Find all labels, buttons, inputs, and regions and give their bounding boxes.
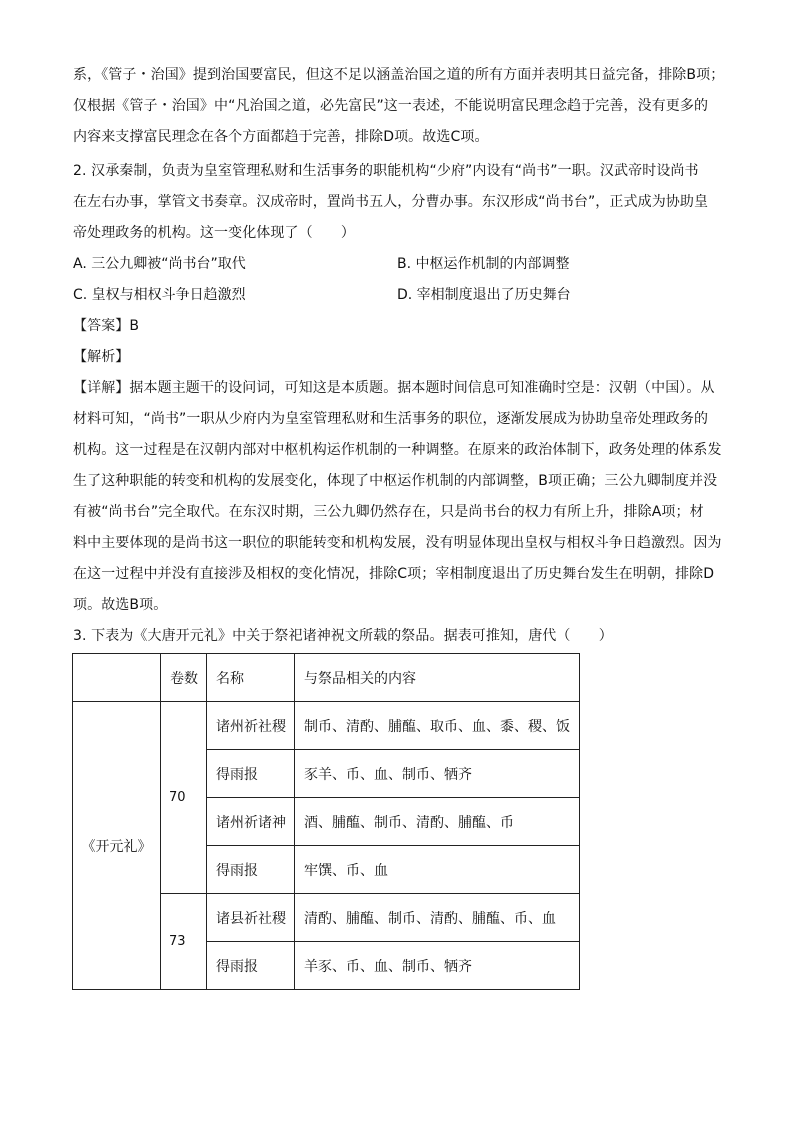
q2-stem-line-3: 帝处理政务的机构。这一变化体现了（ ） [73,225,355,241]
offerings-table [72,653,580,990]
detail-text: 据本题主题干的设问词，可知这是本质题。据本题时间信息可知准确时空是：汉朝（中国）。从 [129,380,715,396]
answer-tag: 【答案】 [73,318,130,334]
row-name-cell: 得雨报 [207,942,295,990]
volume-cell: 73 [161,894,207,990]
prev-analysis-line-2: 仅根据《管子・治国》中“凡治国之道，必先富民”这一表述，不能说明富民理念趋于完善，没有更多的 [73,98,709,114]
q2-option-c: C. 皇权与相权斗争日趋激烈 [73,287,246,303]
header-cell-volume: 卷数 [161,654,207,702]
row-name-cell: 得雨报 [207,846,295,894]
detail-tag: 【详解】 [73,380,130,396]
row-content-cell: 豕羊、币、血、制币、牺齐 [295,750,580,798]
row-content-cell: 清酌、脯醢、制币、清酌、脯醢、币、血 [295,894,580,942]
q2-stem-line-1: 2. 汉承秦制，负责为皇室管理私财和生活事务的职能机构“少府”内设有“尚书”一职。汉武帝时设尚书 [73,163,699,179]
q2-detail-line-4: 生了这种职能的转变和机构的发展变化，体现了中枢运作机制的内部调整，B项正确；三公九卿制度并没 [73,473,718,489]
table-row [73,702,580,750]
book-name-cell: 《开元礼》 [73,702,161,990]
row-name-cell: 诸州祈诸神 [207,798,295,846]
q2-option-d: D. 宰相制度退出了历史舞台 [397,287,571,303]
answer-value: B [129,318,140,334]
q2-detail-line-6: 料中主要体现的是尚书这一职位的职能转变和机构发展，没有明显体现出皇权与相权斗争日趋激烈。因为 [73,535,722,551]
prev-analysis-line-3: 内容来支撑富民理念在各个方面都趋于完善，排除D项。故选C项。 [73,129,489,145]
row-content-cell: 制币、清酌、脯醢、取币、血、黍、稷、饭 [295,702,580,750]
row-name-cell: 得雨报 [207,750,295,798]
header-cell-content: 与祭品相关的内容 [295,654,580,702]
q3-stem: 3. 下表为《大唐开元礼》中关于祭祀诸神祝文所载的祭品。据表可推知，唐代（ ） [73,628,613,644]
q2-detail-line-2: 材料可知，“尚书”一职从少府内为皇室管理私财和生活事务的职位，逐渐发展成为协助皇帝处理政务的 [73,411,709,427]
table-header-row [73,654,580,702]
q2-option-b: B. 中枢运作机制的内部调整 [397,256,570,272]
q2-option-a: A. 三公九卿被“尚书台”取代 [73,256,246,272]
prev-analysis-line-1: 系，《管子・治国》提到治国要富民，但这不足以涵盖治国之道的所有方面并表明其日益完备，排除B项； [73,67,725,83]
header-cell-blank [73,654,161,702]
row-name-cell: 诸州祈社稷 [207,702,295,750]
q2-detail-line-1 [73,373,715,404]
row-name-cell: 诸县祈社稷 [207,894,295,942]
header-cell-name: 名称 [207,654,295,702]
row-content-cell: 牢馔、币、血 [295,846,580,894]
q2-detail-line-7: 在这一过程中并没有直接涉及相权的变化情况，排除C项；宰相制度退出了历史舞台发生在明朝，排除D [73,566,715,582]
volume-cell: 70 [161,702,207,894]
q2-detail-line-5: 有被“尚书台”完全取代。在东汉时期，三公九卿仍然存在，只是尚书台的权力有所上升，排除A项；材 [73,504,704,520]
q2-analysis-tag: 【解析】 [73,349,130,365]
q2-detail-line-8: 项。故选B项。 [73,597,168,613]
row-content-cell: 酒、脯醢、制币、清酌、脯醢、币 [295,798,580,846]
q2-detail-line-3: 机构。这一过程是在汉朝内部对中枢机构运作机制的一种调整。在原来的政治体制下，政务处理的体系发 [73,442,722,458]
q2-stem-line-2: 在左右办事，掌管文书奏章。汉成帝时，置尚书五人，分曹办事。东汉形成“尚书台”，正式成为协助皇 [73,194,709,210]
q2-answer [73,311,139,342]
row-content-cell: 羊豕、币、血、制币、牺齐 [295,942,580,990]
